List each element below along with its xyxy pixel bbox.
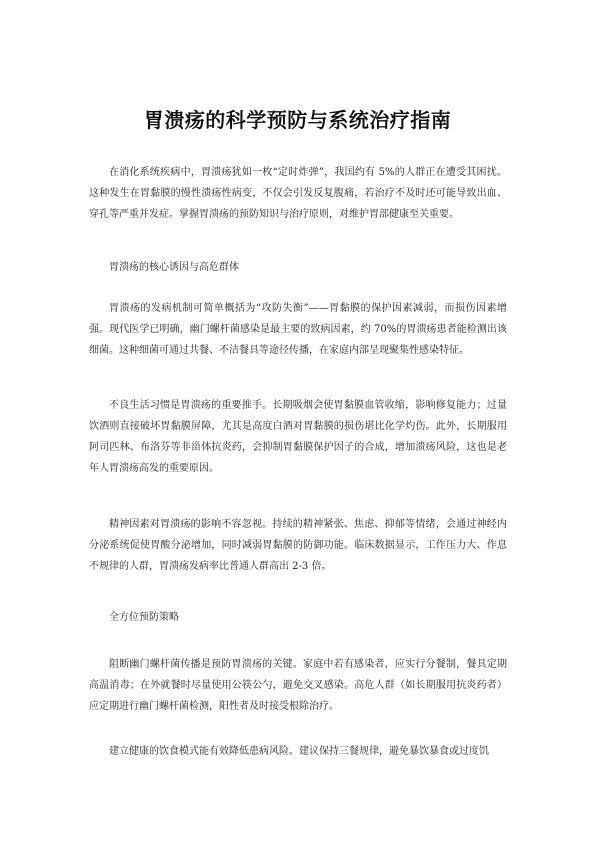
section-heading-causes: 胃溃疡的核心诱因与高危群体: [109, 262, 239, 273]
paragraph-block-hp: 阻断幽门螺杆菌传播是预防胃溃疡的关键。家庭中若有感染者，应实行分餐制，餐具定期高温消毒；在外就餐时尽量使用公筷公勺，避免交叉感染。高危人群（如长期服用抗炎药者）应定期进行幽门螺杆菌检测，阳性者及时接受根除治疗。: [89, 659, 507, 712]
section-heading-prevention: 全方位预防策略: [109, 612, 179, 623]
intro-paragraph: 在消化系统疾病中，胃溃疡犹如一枚“定时炸弹”，我国约有 5%的人群正在遭受其困扰。这种发生在胃黏膜的慢性溃疡性病变，不仅会引发反复腹痛，若治疗不及时还可能导致出血、穿孔等严重并发症。掌握胃溃疡的预防知识与治疗原则，对维护胃部健康至关重要。: [89, 167, 507, 220]
document-title: 胃溃疡的科学预防与系统治疗指南: [143, 108, 452, 133]
paragraph-habits: 不良生活习惯是胃溃疡的重要推手。长期吸烟会使胃黏膜血管收缩，影响修复能力；过量饮酒则直接破坏胃黏膜屏障，尤其是高度白酒对胃黏膜的损伤堪比化学灼伤。此外，长期服用阿司匹林、布洛芬等非甾体抗炎药，会抑制胃黏膜保护因子的合成，增加溃疡风险，这也是老年人胃溃疡高发的重要原因。: [89, 400, 507, 474]
paragraph-mechanism: 胃溃疡的发病机制可简单概括为“攻防失衡”——胃黏膜的保护因素减弱，而损伤因素增强。现代医学已明确，幽门螺杆菌感染是最主要的致病因素，约 70%的胃溃疡患者能检测出该细菌。这种细菌可通过共餐、不洁餐具等途径传播，在家庭内部呈现聚集性感染特征。: [89, 303, 507, 356]
paragraph-diet: 建立健康的饮食模式能有效降低患病风险。建议保持三餐规律，避免暴饮暴食或过度饥: [109, 746, 489, 757]
paragraph-mental-factors: 精神因素对胃溃疡的影响不容忽视。持续的精神紧张、焦虑、抑郁等情绪，会通过神经内分泌系统促使胃酸分泌增加，同时减弱胃黏膜的防御功能。临床数据显示，工作压力大、作息不规律的人群，胃溃疡发病率比普通人群高出 2-3 倍。: [89, 519, 507, 572]
